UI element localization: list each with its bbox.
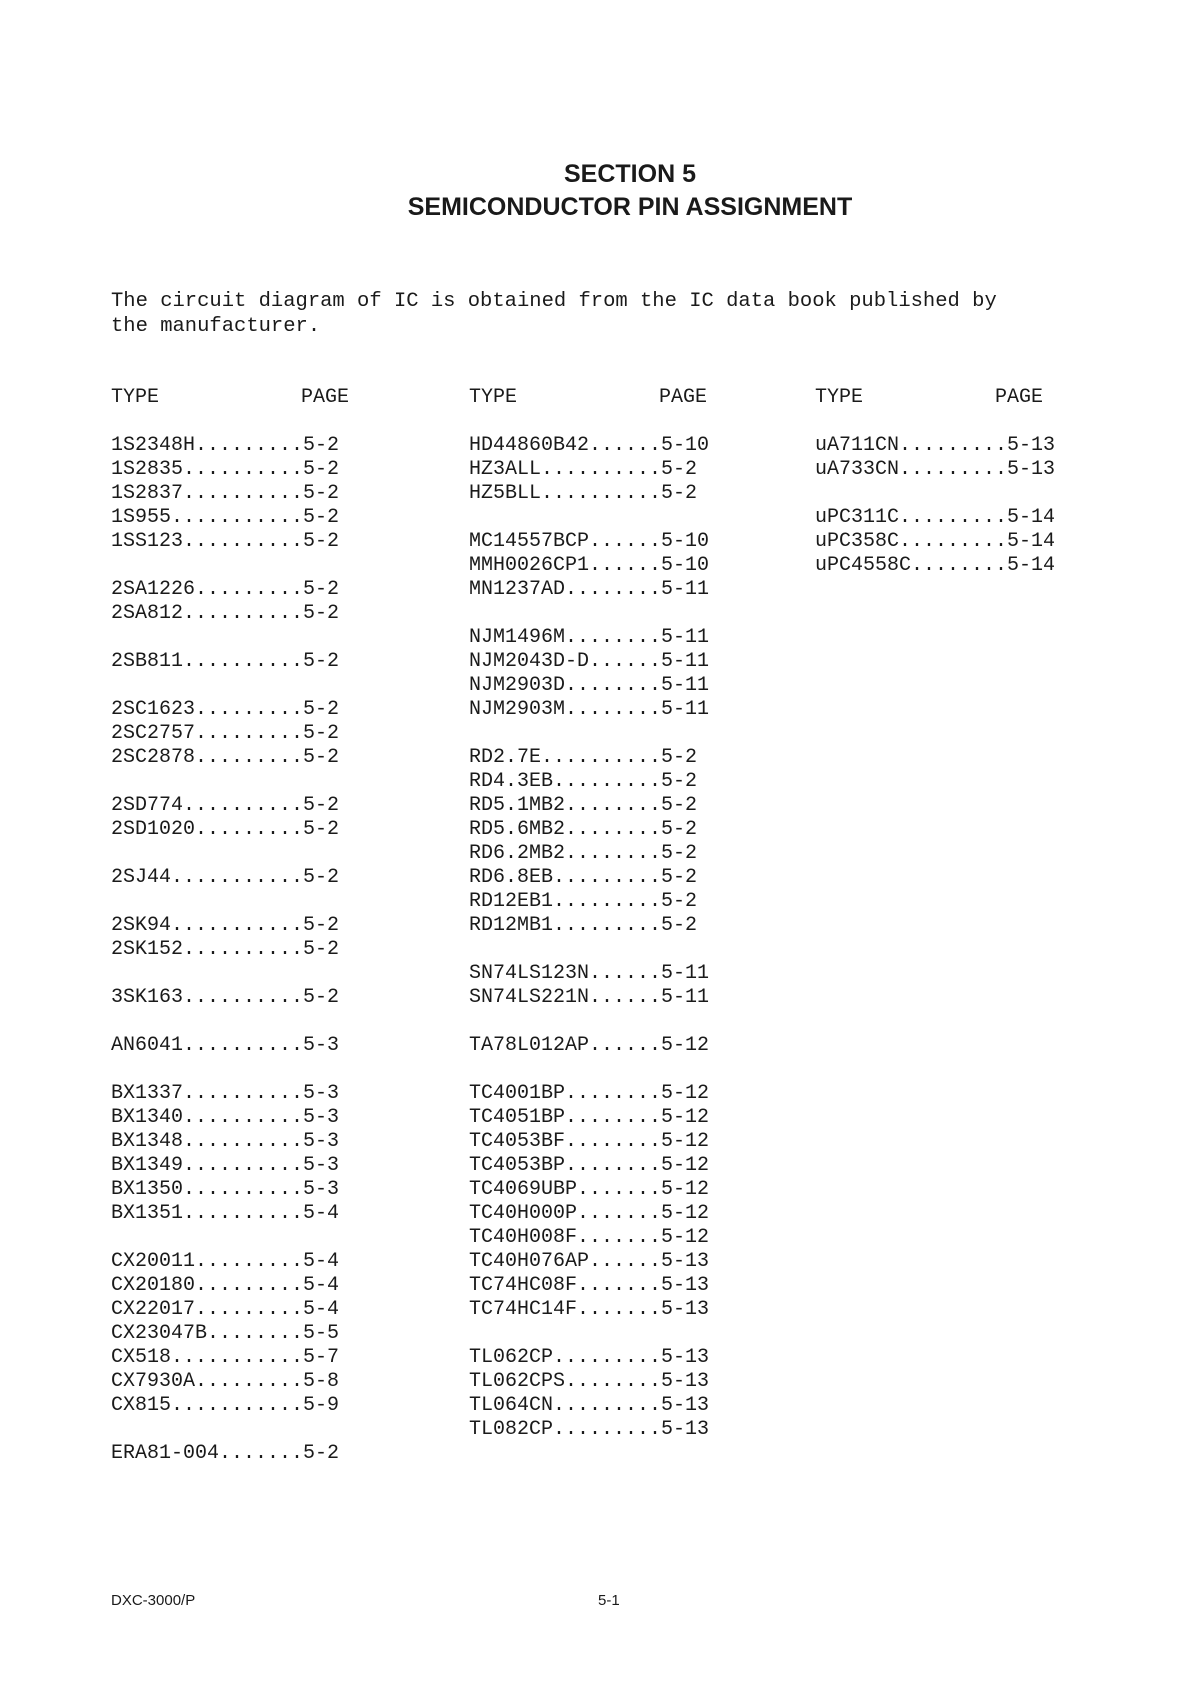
index-entry: BX1337..........5-3	[111, 1082, 340, 1105]
index-entry: NJM2903D........5-11	[469, 674, 710, 697]
index-entry: TC40H000P.......5-12	[469, 1202, 710, 1225]
index-entry: CX7930A.........5-8	[111, 1370, 340, 1393]
index-entry: TC4053BF........5-12	[469, 1130, 710, 1153]
index-entry: SN74LS221N......5-11	[469, 986, 710, 1009]
index-entry: NJM2043D-D......5-11	[469, 650, 710, 673]
index-entry: ERA81-004.......5-2	[111, 1442, 340, 1465]
index-entry: uA733CN.........5-13	[815, 458, 1056, 481]
index-entry: TL062CPS........5-13	[469, 1370, 710, 1393]
index-entry: RD5.6MB2........5-2	[469, 818, 698, 841]
index-entry: CX815...........5-9	[111, 1394, 340, 1417]
index-entry: SN74LS123N......5-11	[469, 962, 710, 985]
index-entry: TL064CN.........5-13	[469, 1394, 710, 1417]
index-entry: CX23047B........5-5	[111, 1322, 340, 1345]
index-entry: MC14557BCP......5-10	[469, 530, 710, 553]
index-entry: 2SC2878.........5-2	[111, 746, 340, 769]
index-entry: 1S2348H.........5-2	[111, 434, 340, 457]
index-entry: HD44860B42......5-10	[469, 434, 710, 457]
page-header: PAGE	[995, 386, 1044, 409]
index-entry: BX1348..........5-3	[111, 1130, 340, 1153]
index-entry: 2SJ44...........5-2	[111, 866, 340, 889]
index-entry: 2SD774..........5-2	[111, 794, 340, 817]
index-entry: 1S2835..........5-2	[111, 458, 340, 481]
intro-line-2: the manufacturer.	[111, 315, 321, 338]
index-entry: BX1349..........5-3	[111, 1154, 340, 1177]
index-entry: 2SC2757.........5-2	[111, 722, 340, 745]
index-entry: RD4.3EB.........5-2	[469, 770, 698, 793]
index-entry: RD12EB1.........5-2	[469, 890, 698, 913]
index-entry: TC74HC08F.......5-13	[469, 1274, 710, 1297]
section-title: SEMICONDUCTOR PIN ASSIGNMENT	[407, 193, 853, 221]
index-entry: MMH0026CP1......5-10	[469, 554, 710, 577]
index-entry: AN6041..........5-3	[111, 1034, 340, 1057]
index-entry: uPC4558C........5-14	[815, 554, 1056, 577]
index-entry: CX20180.........5-4	[111, 1274, 340, 1297]
index-entry: 2SD1020.........5-2	[111, 818, 340, 841]
index-entry: TL062CP.........5-13	[469, 1346, 710, 1369]
index-entry: 2SA1226.........5-2	[111, 578, 340, 601]
section-number: SECTION 5	[564, 160, 696, 188]
index-entry: RD6.2MB2........5-2	[469, 842, 698, 865]
index-entry: TL082CP.........5-13	[469, 1418, 710, 1441]
index-entry: BX1351..........5-4	[111, 1202, 340, 1225]
index-entry: uA711CN.........5-13	[815, 434, 1056, 457]
index-entry: uPC358C.........5-14	[815, 530, 1056, 553]
index-entry: RD6.8EB.........5-2	[469, 866, 698, 889]
page-header: PAGE	[659, 386, 708, 409]
index-entry: TC40H076AP......5-13	[469, 1250, 710, 1273]
index-entry: uPC311C.........5-14	[815, 506, 1056, 529]
index-entry: 3SK163..........5-2	[111, 986, 340, 1009]
index-entry: TC40H008F.......5-12	[469, 1226, 710, 1249]
page-number: 5-1	[598, 1592, 620, 1609]
index-entry: CX518...........5-7	[111, 1346, 340, 1369]
index-entry: TC4001BP........5-12	[469, 1082, 710, 1105]
index-entry: HZ3ALL..........5-2	[469, 458, 698, 481]
index-entry: CX22017.........5-4	[111, 1298, 340, 1321]
index-entry: 2SA812..........5-2	[111, 602, 340, 625]
index-entry: TA78L012AP......5-12	[469, 1034, 710, 1057]
index-entry: CX20011.........5-4	[111, 1250, 340, 1273]
type-header: TYPE	[111, 386, 160, 409]
index-entry: TC4053BP........5-12	[469, 1154, 710, 1177]
index-entry: 2SC1623.........5-2	[111, 698, 340, 721]
document-code: DXC-3000/P	[111, 1592, 196, 1609]
index-entry: BX1340..........5-3	[111, 1106, 340, 1129]
index-entry: 1S955...........5-2	[111, 506, 340, 529]
index-entry: RD5.1MB2........5-2	[469, 794, 698, 817]
index-entry: 1S2837..........5-2	[111, 482, 340, 505]
index-entry: NJM1496M........5-11	[469, 626, 710, 649]
intro-line-1: The circuit diagram of IC is obtained from the IC data book published by	[111, 290, 997, 313]
index-entry: 2SK152..........5-2	[111, 938, 340, 961]
index-entry: 1SS123..........5-2	[111, 530, 340, 553]
index-entry: TC74HC14F.......5-13	[469, 1298, 710, 1321]
type-header: TYPE	[815, 386, 864, 409]
index-entry: HZ5BLL..........5-2	[469, 482, 698, 505]
index-entry: 2SB811..........5-2	[111, 650, 340, 673]
index-entry: RD2.7E..........5-2	[469, 746, 698, 769]
type-header: TYPE	[469, 386, 518, 409]
index-entry: NJM2903M........5-11	[469, 698, 710, 721]
index-entry: BX1350..........5-3	[111, 1178, 340, 1201]
page-header: PAGE	[301, 386, 350, 409]
intro-paragraph	[111, 289, 1051, 339]
index-entry: MN1237AD........5-11	[469, 578, 710, 601]
index-entry: TC4051BP........5-12	[469, 1106, 710, 1129]
index-entry: TC4069UBP.......5-12	[469, 1178, 710, 1201]
index-entry: 2SK94...........5-2	[111, 914, 340, 937]
index-entry: RD12MB1.........5-2	[469, 914, 698, 937]
